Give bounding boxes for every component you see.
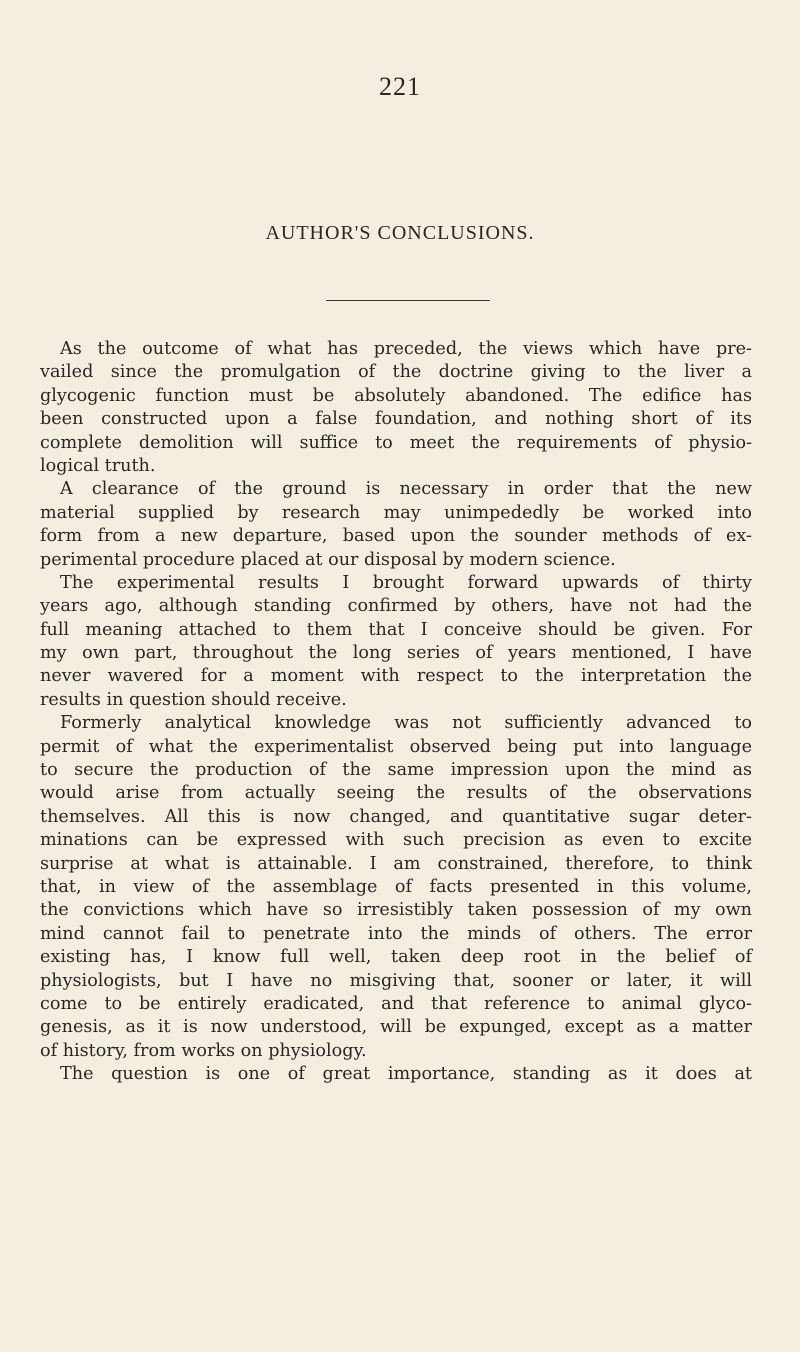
text-line: As the outcome of what has preceded, the views which have pre-	[60, 339, 752, 359]
text-line: complete demolition will suffice to meet the requirements of physio-	[40, 432, 752, 453]
text-line: The question is one of great importance, standing as it does at	[60, 1064, 752, 1085]
text-line: form from a new departure, based upon the sounder methods of ex-	[40, 526, 752, 547]
text-line: surprise at what is attainable. I am constrained, therefore, to think	[40, 853, 752, 874]
text-line: the convictions which have so irresistibly taken possession of my own	[40, 900, 752, 921]
text-line: The experimental results I brought forward upwards of thirty	[60, 572, 752, 593]
text-line: full meaning attached to them that I conceive should be given. For	[40, 619, 752, 640]
text-line: physiologists, but I have no misgiving that, sooner or later, it will	[40, 970, 752, 991]
text-line: minations can be expressed with such precision as even to excite	[40, 830, 752, 851]
text-line: of history, from works on physiology.	[40, 1040, 367, 1061]
text-line: glycogenic function must be absolutely abandoned. The edifice has	[40, 385, 752, 406]
text-line: my own part, throughout the long series of years mentioned, I have	[40, 643, 752, 664]
text-line: come to be entirely eradicated, and that reference to animal glyco-	[40, 993, 752, 1014]
text-line: permit of what the experimentalist observed being put into language	[40, 736, 752, 757]
body-text	[40, 338, 752, 1087]
text-line: Formerly analytical knowledge was not sufficiently advanced to	[60, 713, 752, 734]
text-line: perimental procedure placed at our disposal by modern science.	[40, 549, 616, 570]
text-line: results in question should receive.	[40, 689, 347, 710]
text-line: been constructed upon a false foundation, and nothing short of its	[40, 409, 752, 430]
text-line: mind cannot fail to penetrate into the minds of others. The error	[40, 923, 752, 944]
text-line: would arise from actually seeing the results of the observations	[40, 783, 752, 804]
text-line: logical truth.	[40, 455, 156, 476]
text-line: to secure the production of the same impression upon the mind as	[40, 760, 752, 781]
text-line: never wavered for a moment with respect to the interpretation the	[40, 666, 752, 687]
page-title: AUTHOR'S CONCLUSIONS.	[265, 222, 535, 244]
text-line: years ago, although standing confirmed by others, have not had the	[40, 596, 752, 617]
text-line: A clearance of the ground is necessary in order that the new	[60, 479, 752, 500]
text-line: that, in view of the assemblage of facts presented in this volume,	[40, 876, 752, 897]
text-line: existing has, I know full well, taken deep root in the belief of	[40, 947, 752, 968]
title-rule	[326, 300, 490, 301]
page-number: 221	[379, 72, 421, 101]
text-line: genesis, as it is now understood, will be expunged, except as a matter	[40, 1017, 752, 1038]
text-line: themselves. All this is now changed, and quantitative sugar deter-	[40, 806, 752, 827]
text-line: material supplied by research may unimpededly be worked into	[40, 502, 752, 523]
text-line: vailed since the promulgation of the doctrine giving to the liver a	[40, 362, 752, 383]
